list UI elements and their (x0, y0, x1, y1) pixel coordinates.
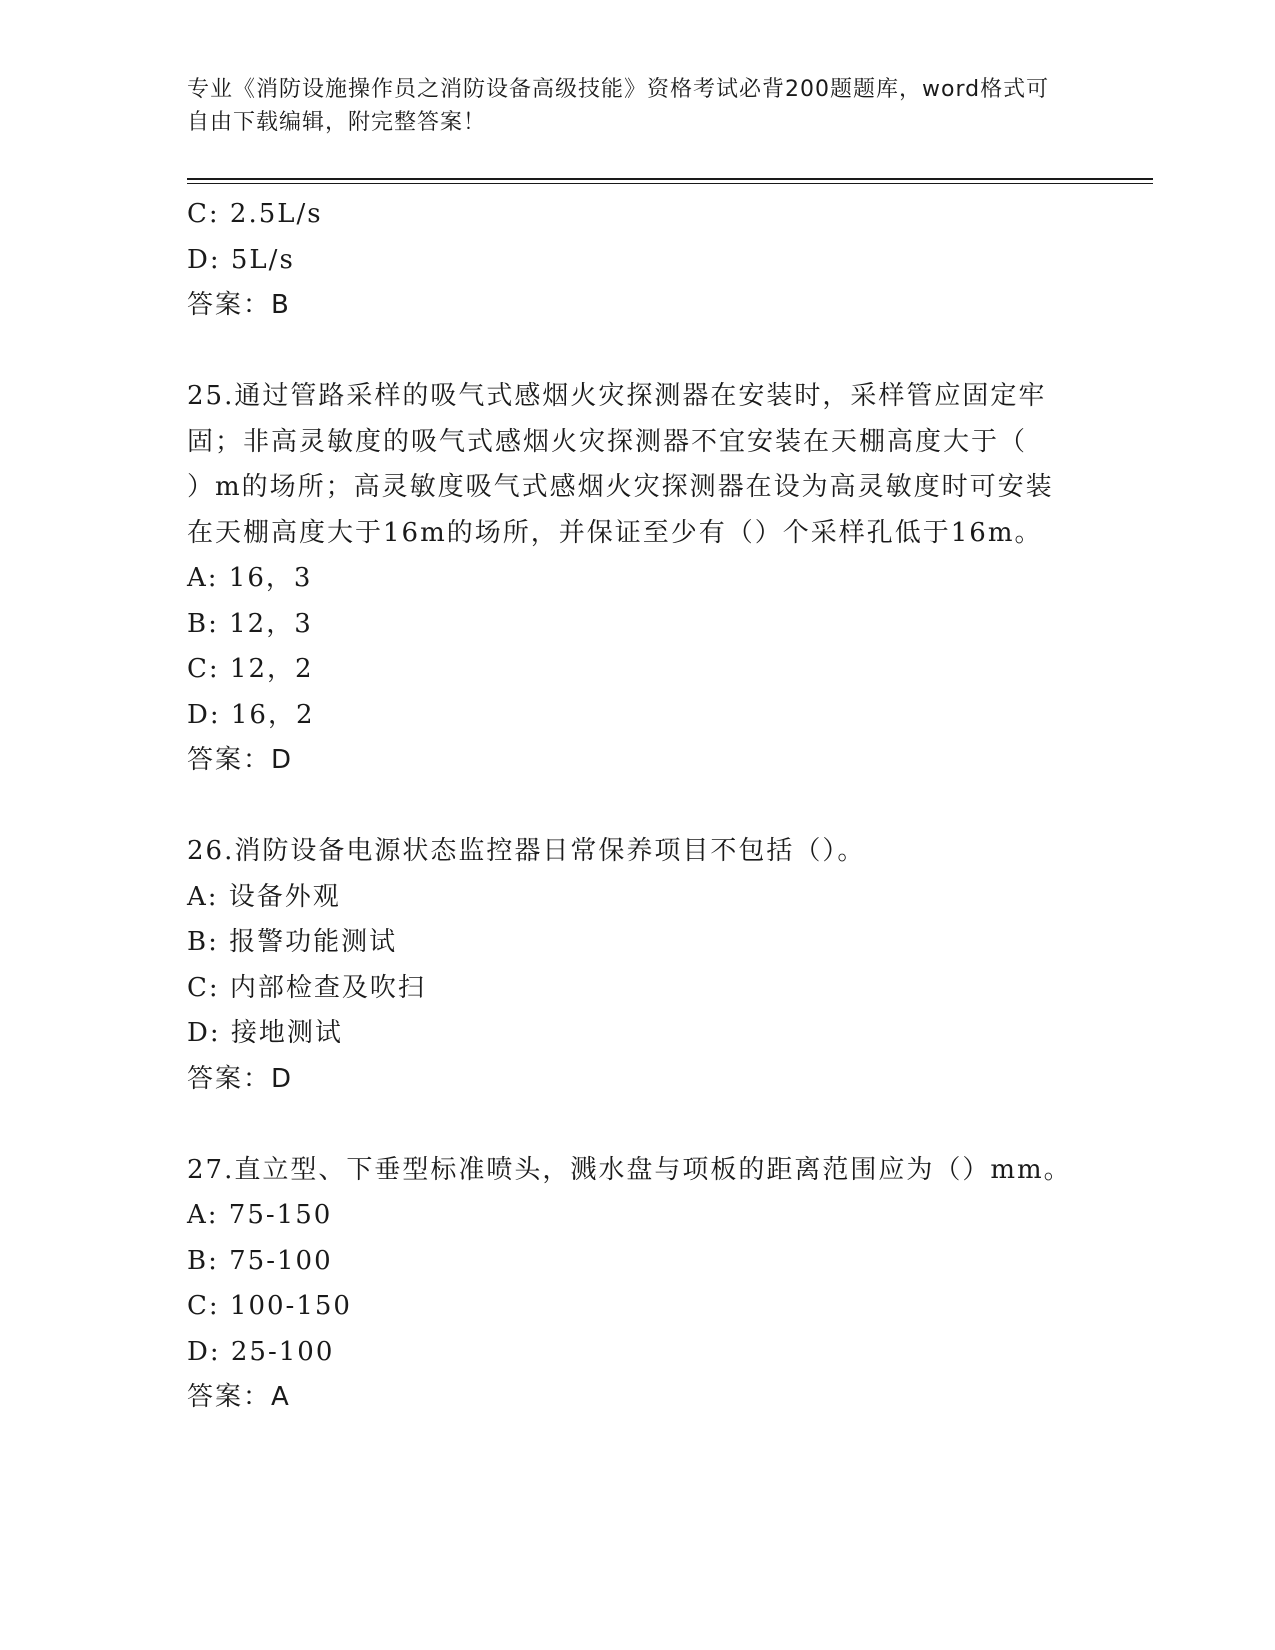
option-b: B: 12，3 (187, 608, 313, 639)
answer-line: 答案：D (187, 1063, 294, 1094)
question-stem-line: ）m的场所；高灵敏度吸气式感烟火灾探测器在设为高灵敏度时可安装 (187, 472, 1054, 502)
option-c: C: 2.5L/s (187, 199, 323, 229)
header-divider-thin (187, 183, 1153, 184)
spacer (187, 784, 1087, 830)
option-c: C: 内部检查及吹扫 (187, 972, 426, 1003)
question-content (187, 192, 1087, 1421)
option-d: D: 接地测试 (187, 1018, 343, 1048)
option-b: B: 报警功能测试 (187, 927, 398, 957)
question-stem-line: 固；非高灵敏度的吸气式感烟火灾探测器不宜安装在天棚高度大于（ (187, 426, 1028, 457)
document-header: 专业《消防设施操作员之消防设备高级技能》资格考试必背200题题库，word格式可自由下载编辑，附完整答案！ (187, 77, 1050, 135)
option-d: D: 25-100 (187, 1336, 335, 1367)
option-a: A: 设备外观 (187, 881, 341, 912)
question-stem-line: 25.通过管路采样的吸气式感烟火灾探测器在安装时，采样管应固定牢 (187, 381, 1047, 411)
question-26 (187, 829, 1087, 1102)
question-27 (187, 1148, 1087, 1421)
question-stem-line: 26.消防设备电源状态监控器日常保养项目不包括（）。 (187, 836, 866, 866)
question-stem-line: 27.直立型、下垂型标准喷头，溅水盘与项板的距离范围应为（）mm。 (187, 1154, 1072, 1185)
answer-line: 答案：B (187, 290, 291, 320)
option-c: C: 100-150 (187, 1291, 352, 1321)
answer-line: 答案：A (187, 1382, 291, 1412)
option-c: C: 12，2 (187, 654, 314, 684)
question-stem-line: 在天棚高度大于16m的场所，并保证至少有（）个采样孔低于16m。 (187, 517, 1043, 548)
spacer (187, 329, 1087, 375)
question-25 (187, 374, 1087, 784)
spacer (187, 1102, 1087, 1148)
question-fragment (187, 192, 1087, 329)
answer-line: 答案：D (187, 745, 294, 775)
option-a: A: 16，3 (187, 563, 313, 593)
option-d: D: 5L/s (187, 244, 295, 275)
option-a: A: 75-150 (187, 1200, 333, 1230)
header-divider-thick (187, 178, 1153, 180)
option-d: D: 16，2 (187, 699, 315, 730)
option-b: B: 75-100 (187, 1245, 333, 1276)
